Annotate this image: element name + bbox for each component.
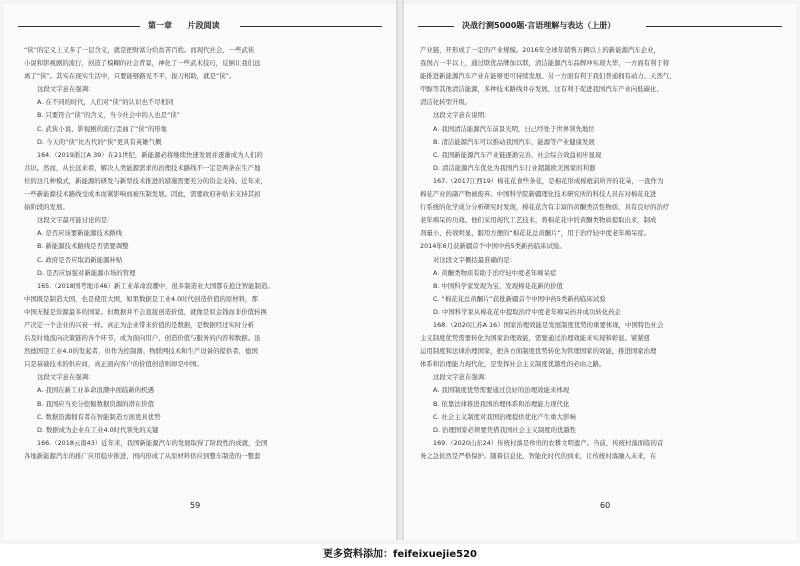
text-line: 离了“侠”。其实在现实生活中，只要能够路见不平，拔刀相助，就是“侠”。 [24, 72, 236, 81]
text-line: D. 是否应加强对新能源市场的管理 [37, 268, 136, 277]
text-line: 棉花产业的副产物被废弃。中国科学院新疆理化技术研究所的科技人员在对棉花花进 [420, 190, 657, 199]
text-line: 产决定一个企业的兴衰一样。真正为企业带来价值的是数据，是数据经过实时分析 [24, 320, 255, 329]
text-line: 这段文字最可能讨论的是： [37, 216, 114, 225]
text-line: 位的这几种模式，新能源的研发与新型技术推进的措施需要充分的资金支持。近年来， [24, 176, 267, 185]
right-page-number: 60 [600, 501, 611, 510]
text-line: C. “棉花花总黄酮片”获批新疆首个中国中药5类新药临床试验 [433, 294, 606, 303]
right-page-text [420, 44, 784, 463]
text-line: 运用制度和法律治理国家，把各方面制度优势转化为管理国家的效能，推进国家治理 [420, 347, 657, 356]
text-line: A. 在不同的时代，人们对“侠”的认识也不尽相同 [37, 98, 174, 107]
text-line: D. 清洁能源汽车优化为我国汽车行业超越欧美国家的利器 [433, 163, 596, 172]
text-line: 我国占一半以上，通过联优品牌加以联，清洁能源汽车品牌冲实现大华，一方面有利于将 [420, 59, 670, 68]
text-line: 体系和治理能力现代化，是发挥社会主义制度优越性的必由之路。 [420, 360, 606, 369]
text-line: 165.（2018国考地市46）新工业革命浪潮中，很多制造业大国都在抢注智能制造。 [37, 281, 274, 290]
right-page [404, 4, 796, 540]
text-line: 始阶段的发展。 [24, 203, 69, 212]
text-line: D. 治理国家必须要凭借我国社会主义制度的优越性 [433, 425, 577, 434]
text-line: A. 黄酮类物质有助于治疗轻中度老年痴呆症 [433, 268, 557, 277]
text-line: 主义制度优势需要转化为国家治理效能，需要通过治理效能来实现和彰显。紧紧扭 [420, 334, 651, 343]
text-line: D. 数据成为企业在工业4.0时代领先的关键 [37, 425, 159, 434]
text-line: 甲醇等其他清洁能源，多种技术路线并存发展，这有利于促进我国汽车产业向低碳化、 [420, 85, 663, 94]
text-line: A. 是否应该要新能源技术路线 [37, 229, 123, 238]
text-line: 产业链，开形成了一定的产业规模。2016年全球年销售万辆以上的新能源汽车企业， [420, 46, 660, 54]
text-line: B. 依靠法律推进我国治理体系和治理能力现代化 [433, 399, 570, 408]
text-line: C. 我国新能源汽车产业链逐渐完善，社会综合效益初步显现 [433, 150, 602, 159]
footer-watermark-text: 更多资料添加：feifeixuejie520 [0, 544, 800, 566]
text-line: A. 我国制度优势需要通过良好的治理效能来体现 [433, 386, 570, 395]
text-line: 这段文字意在说明： [433, 111, 491, 120]
text-line: 行系统的化学成分分析研究时发现，棉花花含有丰富的黄酮类活性物质，具有良好的治疗 [420, 203, 670, 212]
text-line: 老年痴呆的功效。他们采用现代工艺技术，将棉花花中的黄酮类物质提取出来，制成 [420, 216, 657, 225]
text-line: C. 政府是否应取消新能源补贴 [37, 255, 123, 264]
text-line: 这段文字意在强调： [433, 373, 491, 382]
text-line: 务之急依然是严格保护。随着信息化、智能化时代的到来，让传统村落融入未来，在 [420, 451, 657, 460]
left-page-text [24, 44, 384, 463]
text-line: B. 清洁能源汽车可以推动我国汽车、能源等产业健康发展 [433, 137, 595, 146]
text-line: A. 我国在新工业革命浪潮中面临新的机遇 [37, 386, 154, 395]
left-page-header [18, 20, 382, 32]
text-line: 各地新能源汽车的推广应用稳步推进，国内形成了从原材料供应到整车制造的一整套 [24, 451, 261, 460]
text-line: B. 只要符合“侠”的含义，当今社会中的人也是“侠” [37, 111, 181, 120]
text-line: 168.（2020江苏A 16）国家治理效能是发展制度优势的重要体现，中国特色社会 [433, 320, 664, 329]
text-line: 只是基础技术的供应商，真正面向客户的价值创造则却是中国。 [24, 360, 203, 369]
book-gutter [396, 0, 404, 540]
text-line: 清洁化转型升级。 [420, 98, 472, 107]
text-line: 共识。然而，从长远来看，解决人类能源需求的治理技术路线不一定是两条在生产地 [24, 163, 261, 172]
left-header-section: 第一章 [148, 21, 172, 30]
left-header-title: 片段阅读 [187, 21, 220, 30]
text-line: 一些新能源技术路线受成本而紧影响而被压制发展。因此，需要政府补贴来支持其初 [24, 190, 261, 199]
text-line: 167.（2017江西19）棉花花食些条花，是棉花形成棉植前所开的花朵，一直作为 [433, 176, 664, 185]
text-line: 对这段文字概括最准确的是： [433, 255, 517, 264]
text-line: C. 武侠小说、影视剧的流行歪曲了“侠”的形象 [37, 124, 168, 133]
text-line: 中国无疑是资源最多的国家。但数据并不会直接创造价值，就像是原金钱而非价值转换 [24, 307, 267, 316]
left-page [4, 4, 396, 540]
text-line: “侠”的定义上又多了一层含义，就是把财富分给贫苦百姓。而现代社会，一些武侠 [24, 46, 255, 54]
text-line: 166.（2018云南43）近年来，我国新能源汽车的发展取得了阶段性的成就，全国 [37, 438, 268, 447]
text-line: B. 新能源技术路线是否需要调整 [37, 242, 129, 251]
text-line: B. 我国应当充分挖掘数据资源的潜在价值 [37, 399, 155, 408]
left-page-number: 59 [190, 501, 201, 510]
right-header-title: 决战行测5000题·言语理解与表达（上册） [462, 21, 616, 30]
text-line: 能推进新能源汽车产业在能够更可持续发展。另一方面有利于我们普通拥有动力、天然气、 [420, 72, 676, 81]
text-line: B. 中国科学家发现为宝，发现棉花花新的价值 [433, 281, 563, 290]
text-line: 后及时地流向决策链的各个环节，成为面向用户、创造价值与服务的内容和数据。虽 [24, 334, 261, 343]
text-line: 中国既是制造大国，也是使用大国，如果数据是工业4.0时代创造价值的原材料，那 [24, 294, 258, 303]
text-line: 2014年6月获新疆首个中国中药5类新药临床试验。 [420, 242, 566, 251]
text-line: 然德国是工业4.0的发起者，但作为控制器、物联网技术和生产设备的提供者，德国 [24, 347, 258, 356]
right-page-header [418, 20, 782, 32]
text-line: 169.（2020山东24）传统村落是珍贵的农耕文明遗产。当前，传统村落面临的首 [433, 438, 664, 447]
text-line: D. 今天的“侠”比古代的“侠”更具有英雄气概 [37, 137, 162, 146]
text-line: 这段文字意在强调： [37, 373, 95, 382]
text-line: 小说和影视剧的流行，创造了模糊的社会背景，神化了一些武术技巧，反倒让我们远 [24, 59, 261, 68]
text-line: 164.（2019浙江A 39）在21世纪，新能源必将继续快速发展并逐渐成为人们的 [37, 150, 263, 159]
text-line: 这段文字意在强调： [37, 85, 95, 94]
text-line: C. 社会主义制度对我国治理提供优化产生重大影响 [433, 412, 576, 421]
text-line: 剂量小、药效明显、服用方便的“棉花花总黄酮片”，用于治疗轻中度老年痴呆症。 [420, 229, 651, 238]
text-line: A. 我国清洁能源汽车前景光明，日已经处于世界领先地位 [433, 124, 595, 133]
text-line: C. 数据资源拥有者在智能制造方面更具优势 [37, 412, 161, 421]
text-line: D. 中国科学家从棉花花中提取治疗中度老年痴呆药并成功转化药企 [433, 307, 621, 316]
